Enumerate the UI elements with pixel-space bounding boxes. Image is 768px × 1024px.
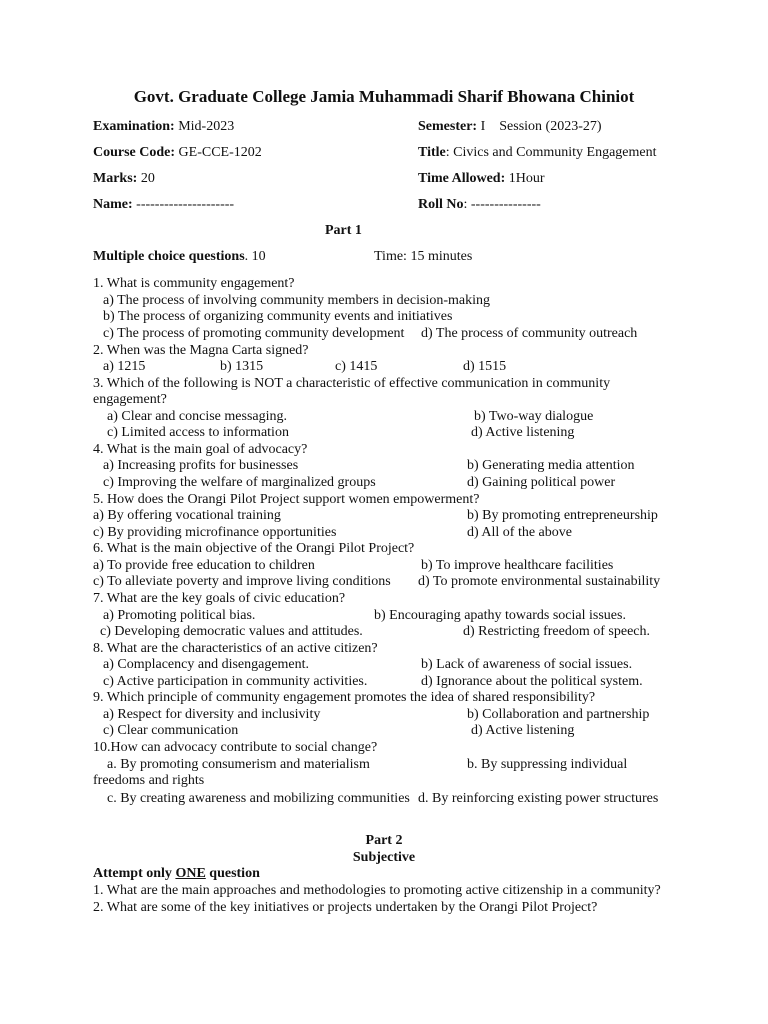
q2-option-a: a) 1215 <box>103 359 146 374</box>
semester-value: I Session (2023-27) <box>477 119 602 134</box>
q8-option-b: b) Lack of awareness of social issues. <box>421 657 633 672</box>
q1-option-b: b) The process of organizing community events and initiatives <box>103 309 453 324</box>
semester-label: Semester: <box>418 119 478 134</box>
q7-option-d: d) Restricting freedom of speech. <box>463 624 650 639</box>
q8-option-c: c) Active participation in community activities. <box>103 674 368 689</box>
q2-option-b: b) 1315 <box>220 359 264 374</box>
q9-option-b: b) Collaboration and partnership <box>467 707 650 722</box>
course-title-field <box>418 144 657 161</box>
mcq-header <box>93 248 266 265</box>
question-2: 2. When was the Magna Carta signed? <box>93 343 309 358</box>
time-allowed-field <box>418 170 545 187</box>
subjective-question-2: 2. What are some of the key initiatives or projects undertaken by the Orangi Pilot Project? <box>93 900 598 915</box>
roll-no-field <box>418 196 541 213</box>
q1-option-d: d) The process of community outreach <box>421 326 638 341</box>
q3-option-d: d) Active listening <box>471 425 575 440</box>
roll-no-value: : --------------- <box>463 197 541 212</box>
q3-option-b: b) Two-way dialogue <box>474 409 594 424</box>
part1-heading: Part 1 <box>325 223 362 238</box>
q5-option-c: c) By providing microfinance opportunities <box>93 525 337 540</box>
q8-option-a: a) Complacency and disengagement. <box>103 657 310 672</box>
q7-option-c: c) Developing democratic values and attitudes. <box>100 624 363 639</box>
q1-option-a: a) The process of involving community members in decision-making <box>103 293 490 308</box>
instruction-post: question <box>205 866 260 881</box>
subjective-question-1: 1. What are the main approaches and methodologies to promoting active citizenship in a community? <box>93 883 661 898</box>
q9-option-a: a) Respect for diversity and inclusivity <box>103 707 321 722</box>
q8-option-d: d) Ignorance about the political system. <box>421 674 643 689</box>
instruction-emphasis: ONE <box>175 866 206 881</box>
name-value: --------------------- <box>132 197 235 212</box>
q3-option-a: a) Clear and concise messaging. <box>107 409 287 424</box>
q1-option-c: c) The process of promoting community development <box>103 326 405 341</box>
roll-no-label: Roll No <box>418 197 464 212</box>
semester-field <box>418 118 602 135</box>
q5-option-a: a) By offering vocational training <box>93 508 281 523</box>
course-code-value: GE-CCE-1202 <box>175 145 262 160</box>
course-title-value: : Civics and Community Engagement <box>445 145 657 160</box>
q5-option-b: b) By promoting entrepreneurship <box>467 508 658 523</box>
q9-option-d: d) Active listening <box>471 723 575 738</box>
q4-option-c: c) Improving the welfare of marginalized groups <box>103 475 376 490</box>
marks-label: Marks: <box>93 171 138 186</box>
q2-option-d: d) 1515 <box>463 359 507 374</box>
marks-field <box>93 170 155 187</box>
question-10: 10.How can advocacy contribute to social change? <box>93 740 378 755</box>
examination-label: Examination: <box>93 119 175 134</box>
q7-option-a: a) Promoting political bias. <box>103 608 256 623</box>
q5-option-d: d) All of the above <box>467 525 572 540</box>
question-5: 5. How does the Orangi Pilot Project support women empowerment? <box>93 492 480 507</box>
time-allowed-label: Time Allowed: <box>418 171 506 186</box>
mcq-count: . 10 <box>244 249 266 264</box>
question-1: 1. What is community engagement? <box>93 276 295 291</box>
mcq-time: Time: 15 minutes <box>374 249 473 264</box>
question-3-cont: engagement? <box>93 392 167 407</box>
part2-instruction <box>93 865 260 882</box>
q4-option-a: a) Increasing profits for businesses <box>103 458 299 473</box>
q10-option-c: c. By creating awareness and mobilizing communities <box>107 791 410 806</box>
question-9: 9. Which principle of community engagement promotes the idea of shared responsibility? <box>93 690 596 705</box>
q4-option-b: b) Generating media attention <box>467 458 635 473</box>
part2-heading: Part 2 <box>365 833 403 848</box>
course-code-field <box>93 144 262 161</box>
question-4: 4. What is the main goal of advocacy? <box>93 442 308 457</box>
q7-option-b: b) Encouraging apathy towards social issues. <box>374 608 626 623</box>
course-code-label: Course Code: <box>93 145 176 160</box>
name-field <box>93 196 234 213</box>
marks-value: 20 <box>137 171 155 186</box>
q10-option-d: d. By reinforcing existing power structures <box>418 791 659 806</box>
question-6: 6. What is the main objective of the Orangi Pilot Project? <box>93 541 415 556</box>
question-8: 8. What are the characteristics of an active citizen? <box>93 641 378 656</box>
instruction-pre: Attempt only <box>93 866 176 881</box>
course-title-label: Title <box>418 145 446 160</box>
part2-subheading: Subjective <box>352 850 416 865</box>
q10-option-b-cont: freedoms and rights <box>93 773 205 788</box>
time-allowed-value: 1Hour <box>505 171 545 186</box>
mcq-label: Multiple choice questions <box>93 249 245 264</box>
examination-field <box>93 118 234 135</box>
q4-option-d: d) Gaining political power <box>467 475 616 490</box>
q9-option-c: c) Clear communication <box>103 723 239 738</box>
q6-option-d: d) To promote environmental sustainability <box>418 574 661 589</box>
q10-option-a: a. By promoting consumerism and materialism <box>107 757 370 772</box>
q6-option-c: c) To alleviate poverty and improve living conditions <box>93 574 391 589</box>
question-3: 3. Which of the following is NOT a characteristic of effective communication in community <box>93 376 611 391</box>
q10-option-b: b. By suppressing individual <box>467 757 628 772</box>
q2-option-c: c) 1415 <box>335 359 378 374</box>
question-7: 7. What are the key goals of civic education? <box>93 591 346 606</box>
name-label: Name: <box>93 197 133 212</box>
q3-option-c: c) Limited access to information <box>107 425 289 440</box>
examination-value: Mid-2023 <box>174 119 235 134</box>
page-title: Govt. Graduate College Jamia Muhammadi Sharif Bhowana Chiniot <box>133 87 635 106</box>
q6-option-a: a) To provide free education to children <box>93 558 315 573</box>
q6-option-b: b) To improve healthcare facilities <box>421 558 614 573</box>
